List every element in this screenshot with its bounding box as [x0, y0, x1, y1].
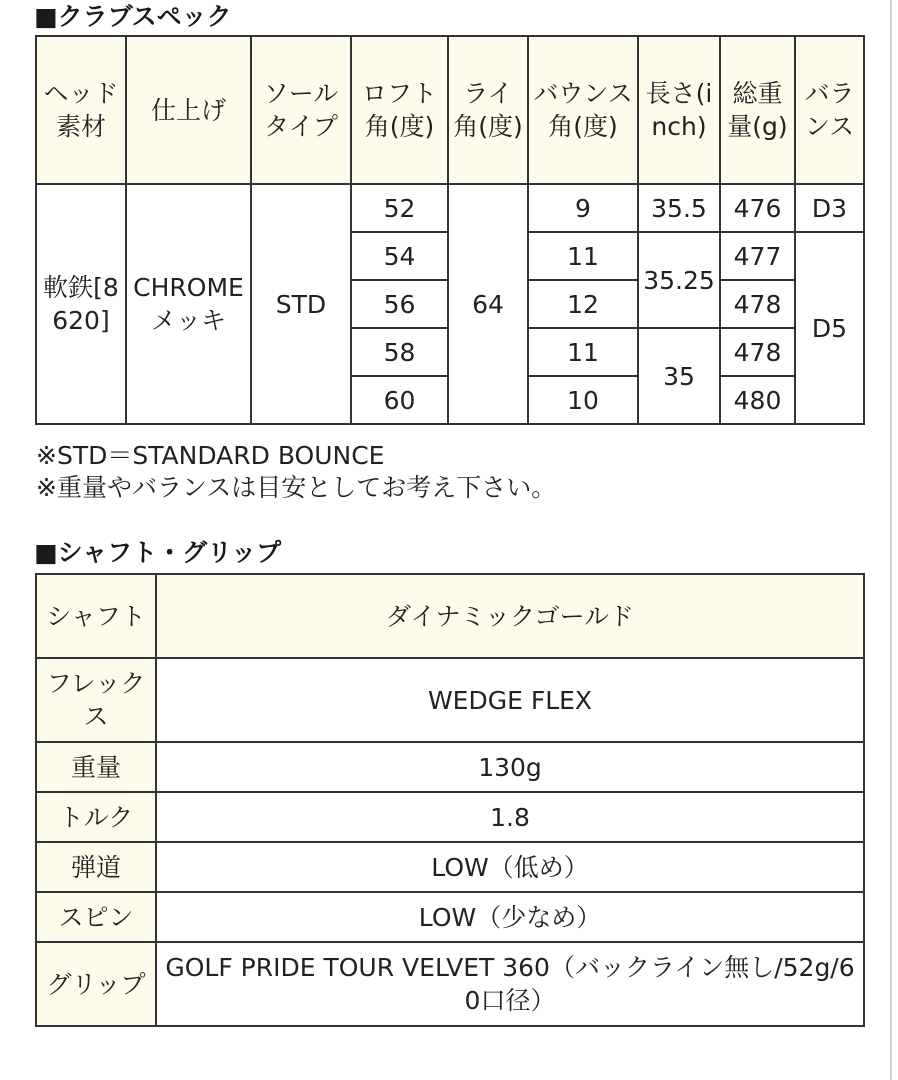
shaft-grip-title: ■シャフト・グリップ: [34, 538, 282, 567]
shaft-grip-table: [35, 573, 865, 1027]
cell-weight: 476: [720, 184, 795, 232]
spec-note-estimate: ※重量やバランスは目安としてお考え下さい。: [36, 473, 557, 502]
cell-finish: CHROMEメッキ: [126, 184, 251, 424]
cell-balance: D5: [795, 232, 864, 424]
cell-sole-type: STD: [251, 184, 351, 424]
torque-value: 1.8: [156, 792, 864, 842]
cell-bounce: 10: [528, 376, 638, 424]
torque-row: [36, 792, 864, 842]
shaft-value: ダイナミックゴールド: [156, 574, 864, 658]
flex-label: フレックス: [36, 658, 156, 742]
cell-loft: 60: [351, 376, 448, 424]
cell-lie: 64: [448, 184, 528, 424]
cell-loft: 58: [351, 328, 448, 376]
header-bounce: バウンス角(度): [528, 36, 638, 184]
header-balance: バランス: [795, 36, 864, 184]
cell-loft: 56: [351, 280, 448, 328]
cell-loft: 54: [351, 232, 448, 280]
header-loft: ロフト角(度): [351, 36, 448, 184]
header-finish: 仕上げ: [126, 36, 251, 184]
grip-row: [36, 942, 864, 1026]
cell-balance: D3: [795, 184, 864, 232]
club-spec-title: ■クラブスペック: [34, 2, 232, 31]
flex-value: WEDGE FLEX: [156, 658, 864, 742]
spec-note-std: ※STD＝STANDARD BOUNCE: [36, 441, 385, 470]
spec-header-row: [36, 36, 864, 184]
spec-row-52: [36, 184, 864, 232]
header-weight: 総重量(g): [720, 36, 795, 184]
grip-value: GOLF PRIDE TOUR VELVET 360（バックライン無し/52g/60口径）: [156, 942, 864, 1026]
cell-length: 35: [638, 328, 720, 424]
club-spec-table: [35, 35, 865, 425]
header-length: 長さ(inch): [638, 36, 720, 184]
cell-weight: 477: [720, 232, 795, 280]
cell-head-material: 軟鉄[8620]: [36, 184, 126, 424]
header-lie: ライ角(度): [448, 36, 528, 184]
cell-length: 35.25: [638, 232, 720, 328]
cell-bounce: 12: [528, 280, 638, 328]
spin-label: スピン: [36, 892, 156, 942]
shaft-weight-row: [36, 742, 864, 792]
cell-length: 35.5: [638, 184, 720, 232]
header-head-material: ヘッド素材: [36, 36, 126, 184]
cell-weight: 480: [720, 376, 795, 424]
header-sole-type: ソールタイプ: [251, 36, 351, 184]
shaft-label: シャフト: [36, 574, 156, 658]
trajectory-row: [36, 842, 864, 892]
cell-loft: 52: [351, 184, 448, 232]
page-edge-divider: [890, 0, 892, 1080]
spin-value: LOW（少なめ）: [156, 892, 864, 942]
cell-bounce: 11: [528, 328, 638, 376]
spin-row: [36, 892, 864, 942]
flex-row: [36, 658, 864, 742]
cell-weight: 478: [720, 328, 795, 376]
cell-bounce: 11: [528, 232, 638, 280]
torque-label: トルク: [36, 792, 156, 842]
grip-label: グリップ: [36, 942, 156, 1026]
cell-bounce: 9: [528, 184, 638, 232]
shaft-weight-label: 重量: [36, 742, 156, 792]
shaft-weight-value: 130g: [156, 742, 864, 792]
trajectory-label: 弾道: [36, 842, 156, 892]
shaft-row: [36, 574, 864, 658]
cell-weight: 478: [720, 280, 795, 328]
trajectory-value: LOW（低め）: [156, 842, 864, 892]
